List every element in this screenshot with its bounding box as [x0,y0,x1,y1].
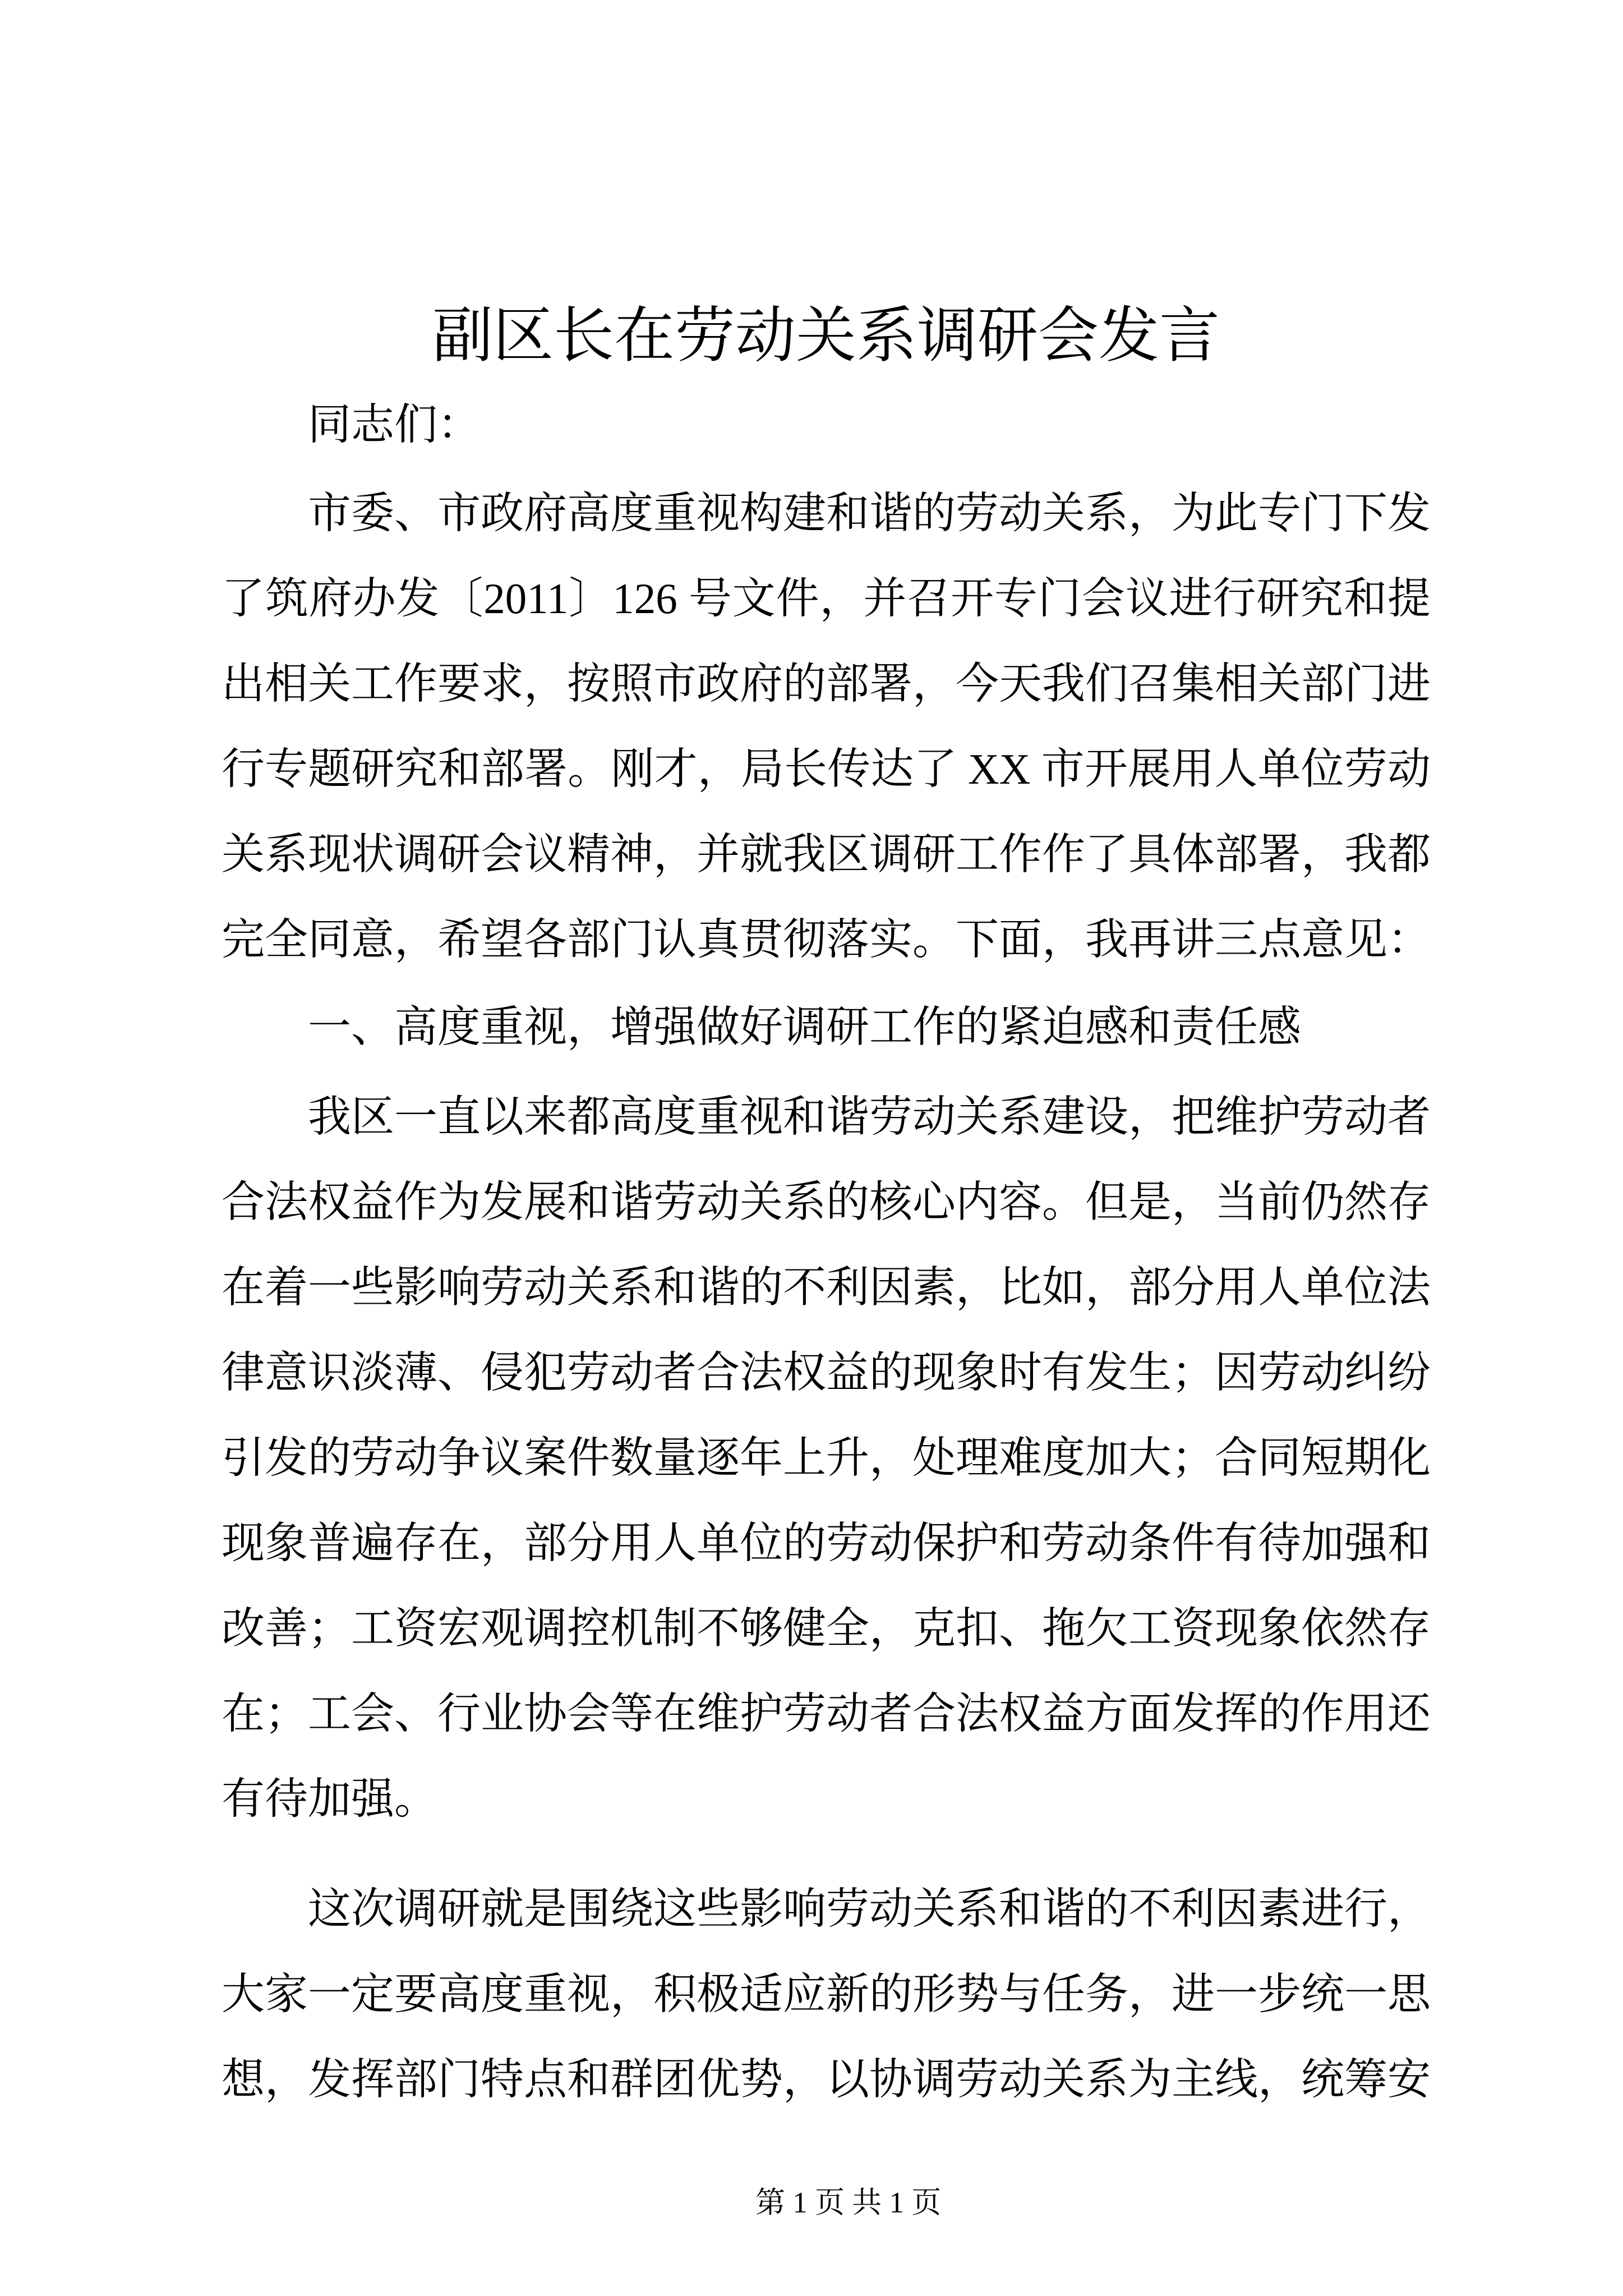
text-line: 一、高度重视，增强做好调研工作的紧迫感和责任感 [308,1003,1301,1051]
text-line: 大家一定要高度重视，积极适应新的形势与任务，进一步统一思 [222,1970,1431,2018]
text-line: 现象普遍存在，部分用人单位的劳动保护和劳动条件有待加强和 [222,1519,1431,1567]
text-line: 有待加强。 [222,1775,437,1823]
text-line: 同志们： [308,401,481,449]
text-line: 出相关工作要求，按照市政府的部署，今天我们召集相关部门进 [222,660,1431,708]
document-title: 副区长在劳动关系调研会发言 [432,303,1220,370]
text-line: 律意识淡薄、侵犯劳动者合法权益的现象时有发生；因劳动纠纷 [222,1349,1431,1397]
section-heading [222,984,1431,1070]
text-line: 完全同意，希望各部门认真贯彻落实。下面，我再讲三点意见： [222,915,1431,964]
page-number-footer: 第 1 页 共 1 页 [755,2187,942,2219]
paragraph-intro [222,471,1431,982]
text-line: 了筑府办发〔2011〕126 号文件，并召开专门会议进行研究和提 [222,574,1431,623]
paragraph-salutation [222,382,1431,467]
text-line: 在；工会、行业协会等在维护劳动者合法权益方面发挥的作用还 [222,1690,1431,1738]
text-line: 在着一些影响劳动关系和谐的不利因素，比如，部分用人单位法 [222,1263,1431,1312]
text-line: 行专题研究和部署。刚才，局长传达了 XX 市开展用人单位劳动 [222,745,1431,793]
document-body [222,382,1431,2122]
text-line: 改善；工资宏观调控机制不够健全，克扣、拖欠工资现象依然存 [222,1604,1431,1653]
text-line: 我区一直以来都高度重视和谐劳动关系建设，把维护劳动者 [308,1093,1431,1141]
text-line: 想，发挥部门特点和群团优势，以协调劳动关系为主线，统筹安 [222,2055,1431,2104]
text-line: 关系现状调研会议精神，并就我区调研工作作了具体部署，我都 [222,830,1431,878]
text-line: 引发的劳动争议案件数量逐年上升，处理难度加大；合同短期化 [222,1434,1431,1482]
text-line: 合法权益作为发展和谐劳动关系的核心内容。但是，当前仍然存 [222,1178,1431,1226]
text-line: 市委、市政府高度重视构建和谐的劳动关系，为此专门下发 [308,489,1431,537]
text-line: 这次调研就是围绕这些影响劳动关系和谐的不利因素进行， [308,1885,1431,1933]
paragraph-body [222,1866,1431,2122]
paragraph-body [222,1074,1431,1842]
